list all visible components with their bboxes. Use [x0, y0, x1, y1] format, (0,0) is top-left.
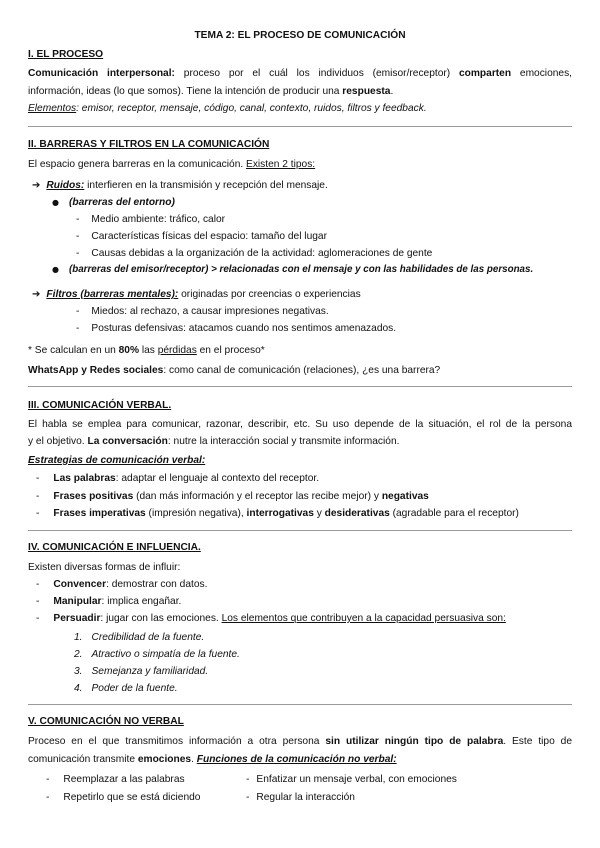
term: Convencer	[53, 579, 107, 590]
text: y	[313, 508, 325, 519]
conversation-term: La conversación	[87, 436, 168, 447]
divider	[28, 126, 572, 127]
section-2-intro	[28, 156, 315, 174]
section-5-paragraph-line-1	[28, 733, 572, 751]
numbered-item	[74, 680, 178, 698]
term: interrogativas	[246, 508, 314, 519]
text: : nutre la interacción social y transmite información.	[167, 436, 400, 447]
text: .	[390, 86, 394, 97]
term: Las palabras	[53, 473, 116, 484]
arrow-icon: ➔	[32, 289, 41, 300]
term: Manipular	[53, 596, 102, 607]
section-4-intro: Existen diversas formas de influir:	[28, 562, 181, 573]
section-1-paragraph-line-1	[28, 65, 572, 83]
term: Persuadir	[53, 613, 101, 624]
elements-label: Elementos	[28, 103, 77, 114]
text: interfieren en la transmisión y recepción del mensaje.	[84, 180, 328, 191]
elements-line	[28, 100, 427, 118]
text: Posturas defensivas: atacamos cuando nos sentimos amenazados.	[91, 323, 397, 334]
text: Proceso en el que transmitimos información a otra persona	[28, 736, 326, 747]
filtros-line	[32, 286, 361, 304]
dash: -	[76, 231, 80, 242]
section-2-heading: II. BARRERAS Y FILTROS EN LA COMUNICACIÓN	[28, 139, 270, 150]
strategies-heading: Estrategias de comunicación verbal:	[28, 455, 206, 466]
list-item	[46, 789, 200, 807]
dash: -	[36, 596, 40, 607]
whatsapp-line	[28, 362, 440, 380]
emisor-label: (barreras del emisor/receptor) > relacionadas con el mensaje y con las habilidades de las personas.	[68, 264, 534, 275]
text: : demostrar con datos.	[106, 579, 208, 590]
divider	[28, 386, 572, 387]
text: (impresión negativa),	[145, 508, 247, 519]
section-1-paragraph-line-2	[28, 83, 393, 101]
types-label: Existen 2 tipos:	[246, 159, 316, 170]
text: comunicación transmite	[28, 754, 138, 765]
text: originadas por creencias o experiencias	[178, 289, 361, 300]
percent-value: 80%	[118, 345, 140, 356]
text: proceso por el cuál los individuos (emisor/receptor)	[174, 68, 459, 79]
term: Frases positivas	[53, 491, 134, 502]
elements-list: : emisor, receptor, mensaje, código, canal, contexto, ruidos, filtros y feedback.	[76, 103, 427, 114]
functions-heading: Funciones de la comunicación no verbal:	[196, 754, 397, 765]
section-3-heading: III. COMUNICACIÓN VERBAL.	[28, 400, 172, 411]
ruidos-line	[32, 177, 328, 195]
text: Repetirlo que se está diciendo	[63, 792, 201, 803]
term: Frases imperativas	[53, 508, 146, 519]
list-item	[36, 576, 207, 594]
list-item	[246, 789, 355, 807]
list-item	[76, 211, 225, 229]
term: desiderativas	[324, 508, 390, 519]
list-item	[36, 505, 519, 523]
text: Medio ambiente: tráfico, calor	[91, 214, 226, 225]
ruidos-label: Ruidos:	[46, 180, 85, 191]
bullet-icon: ●	[52, 198, 59, 207]
dash: -	[46, 792, 50, 803]
text: Semejanza y familiaridad.	[91, 666, 209, 677]
list-item	[76, 228, 327, 246]
list-item	[76, 320, 396, 338]
dash: -	[36, 579, 40, 590]
list-item	[36, 470, 319, 488]
section-3-paragraph-line-1: El habla se emplea para comunicar, razonar, describir, etc. Su uso depende de la situación, el rol de la persona	[28, 419, 572, 430]
term-comparten: comparten	[458, 68, 512, 79]
list-item	[76, 303, 329, 321]
section-3-paragraph-line-2	[28, 433, 399, 451]
term-respuesta: respuesta	[342, 86, 391, 97]
text: emociones,	[511, 68, 572, 79]
loss-note	[28, 342, 265, 360]
term: negativas	[381, 491, 429, 502]
text: (dan más información y el receptor las recibe mejor) y	[133, 491, 382, 502]
text: en el proceso*	[196, 345, 265, 356]
text: Poder de la fuente.	[91, 683, 178, 694]
numbered-item	[74, 629, 204, 647]
text: Atractivo o simpatía de la fuente.	[91, 649, 240, 660]
dash: -	[246, 792, 250, 803]
text: las	[139, 345, 158, 356]
losses-word: pérdidas	[157, 345, 197, 356]
dash: -	[36, 508, 40, 519]
whatsapp-label: WhatsApp y Redes sociales	[28, 365, 164, 376]
text: Enfatizar un mensaje verbal, con emociones	[256, 774, 457, 785]
text: (agradable para el receptor)	[389, 508, 519, 519]
dash: -	[246, 774, 250, 785]
term: emociones	[137, 754, 192, 765]
dash: -	[76, 306, 80, 317]
text: Credibilidad de la fuente.	[91, 632, 205, 643]
dash: -	[76, 323, 80, 334]
text: * Se calculan en un	[28, 345, 119, 356]
text: El espacio genera barreras en la comunicación.	[28, 159, 247, 170]
page-title: TEMA 2: EL PROCESO DE COMUNICACIÓN	[194, 30, 406, 41]
dash: -	[36, 613, 40, 624]
text: : implica engañar.	[101, 596, 182, 607]
text: Regular la interacción	[256, 792, 355, 803]
arrow-icon: ➔	[32, 180, 41, 191]
text: : adaptar el lenguaje al contexto del receptor.	[115, 473, 320, 484]
dash: -	[36, 473, 40, 484]
entorno-bullet	[52, 194, 175, 212]
entorno-label: (barreras del entorno)	[68, 197, 175, 208]
dash: -	[76, 248, 80, 259]
dash: -	[36, 491, 40, 502]
divider	[28, 530, 572, 531]
text: Causas debidas a la organización de la actividad: aglomeraciones de gente	[91, 248, 433, 259]
section-5-paragraph-line-2	[28, 751, 397, 769]
divider	[28, 704, 572, 705]
list-item	[36, 610, 506, 628]
section-4-heading: IV. COMUNICACIÓN E INFLUENCIA.	[28, 542, 201, 553]
text: : como canal de comunicación (relaciones), ¿es una barrera?	[163, 365, 441, 376]
text: .	[191, 754, 197, 765]
number: 4.	[74, 683, 83, 694]
text: Características físicas del espacio: tamaño del lugar	[91, 231, 327, 242]
bullet-icon: ●	[52, 265, 59, 274]
number: 2.	[74, 649, 83, 660]
text: información, ideas (lo que somos). Tiene la intención de producir una	[28, 86, 343, 97]
text: y el objetivo.	[28, 436, 88, 447]
numbered-item	[74, 663, 208, 681]
list-item	[246, 771, 457, 789]
text: Reemplazar a las palabras	[63, 774, 185, 785]
dash: -	[46, 774, 50, 785]
dash: -	[76, 214, 80, 225]
number: 3.	[74, 666, 83, 677]
text: Miedos: al rechazo, a causar impresiones negativas.	[91, 306, 329, 317]
list-item	[46, 771, 185, 789]
filtros-label: Filtros (barreras mentales):	[46, 289, 179, 300]
term: sin utilizar ningún tipo de palabra	[325, 736, 504, 747]
list-item	[36, 488, 429, 506]
section-1-heading: I. EL PROCESO	[28, 49, 104, 60]
number: 1.	[74, 632, 83, 643]
text: . Este tipo de	[503, 736, 572, 747]
text: : jugar con las emociones.	[100, 613, 222, 624]
emisor-bullet	[52, 261, 533, 279]
list-item	[36, 593, 181, 611]
elements-intro: Los elementos que contribuyen a la capacidad persuasiva son:	[221, 613, 506, 624]
numbered-item	[74, 646, 240, 664]
section-5-heading: V. COMUNICACIÓN NO VERBAL	[28, 716, 184, 727]
term-interpersonal: Comunicación interpersonal:	[28, 68, 175, 79]
